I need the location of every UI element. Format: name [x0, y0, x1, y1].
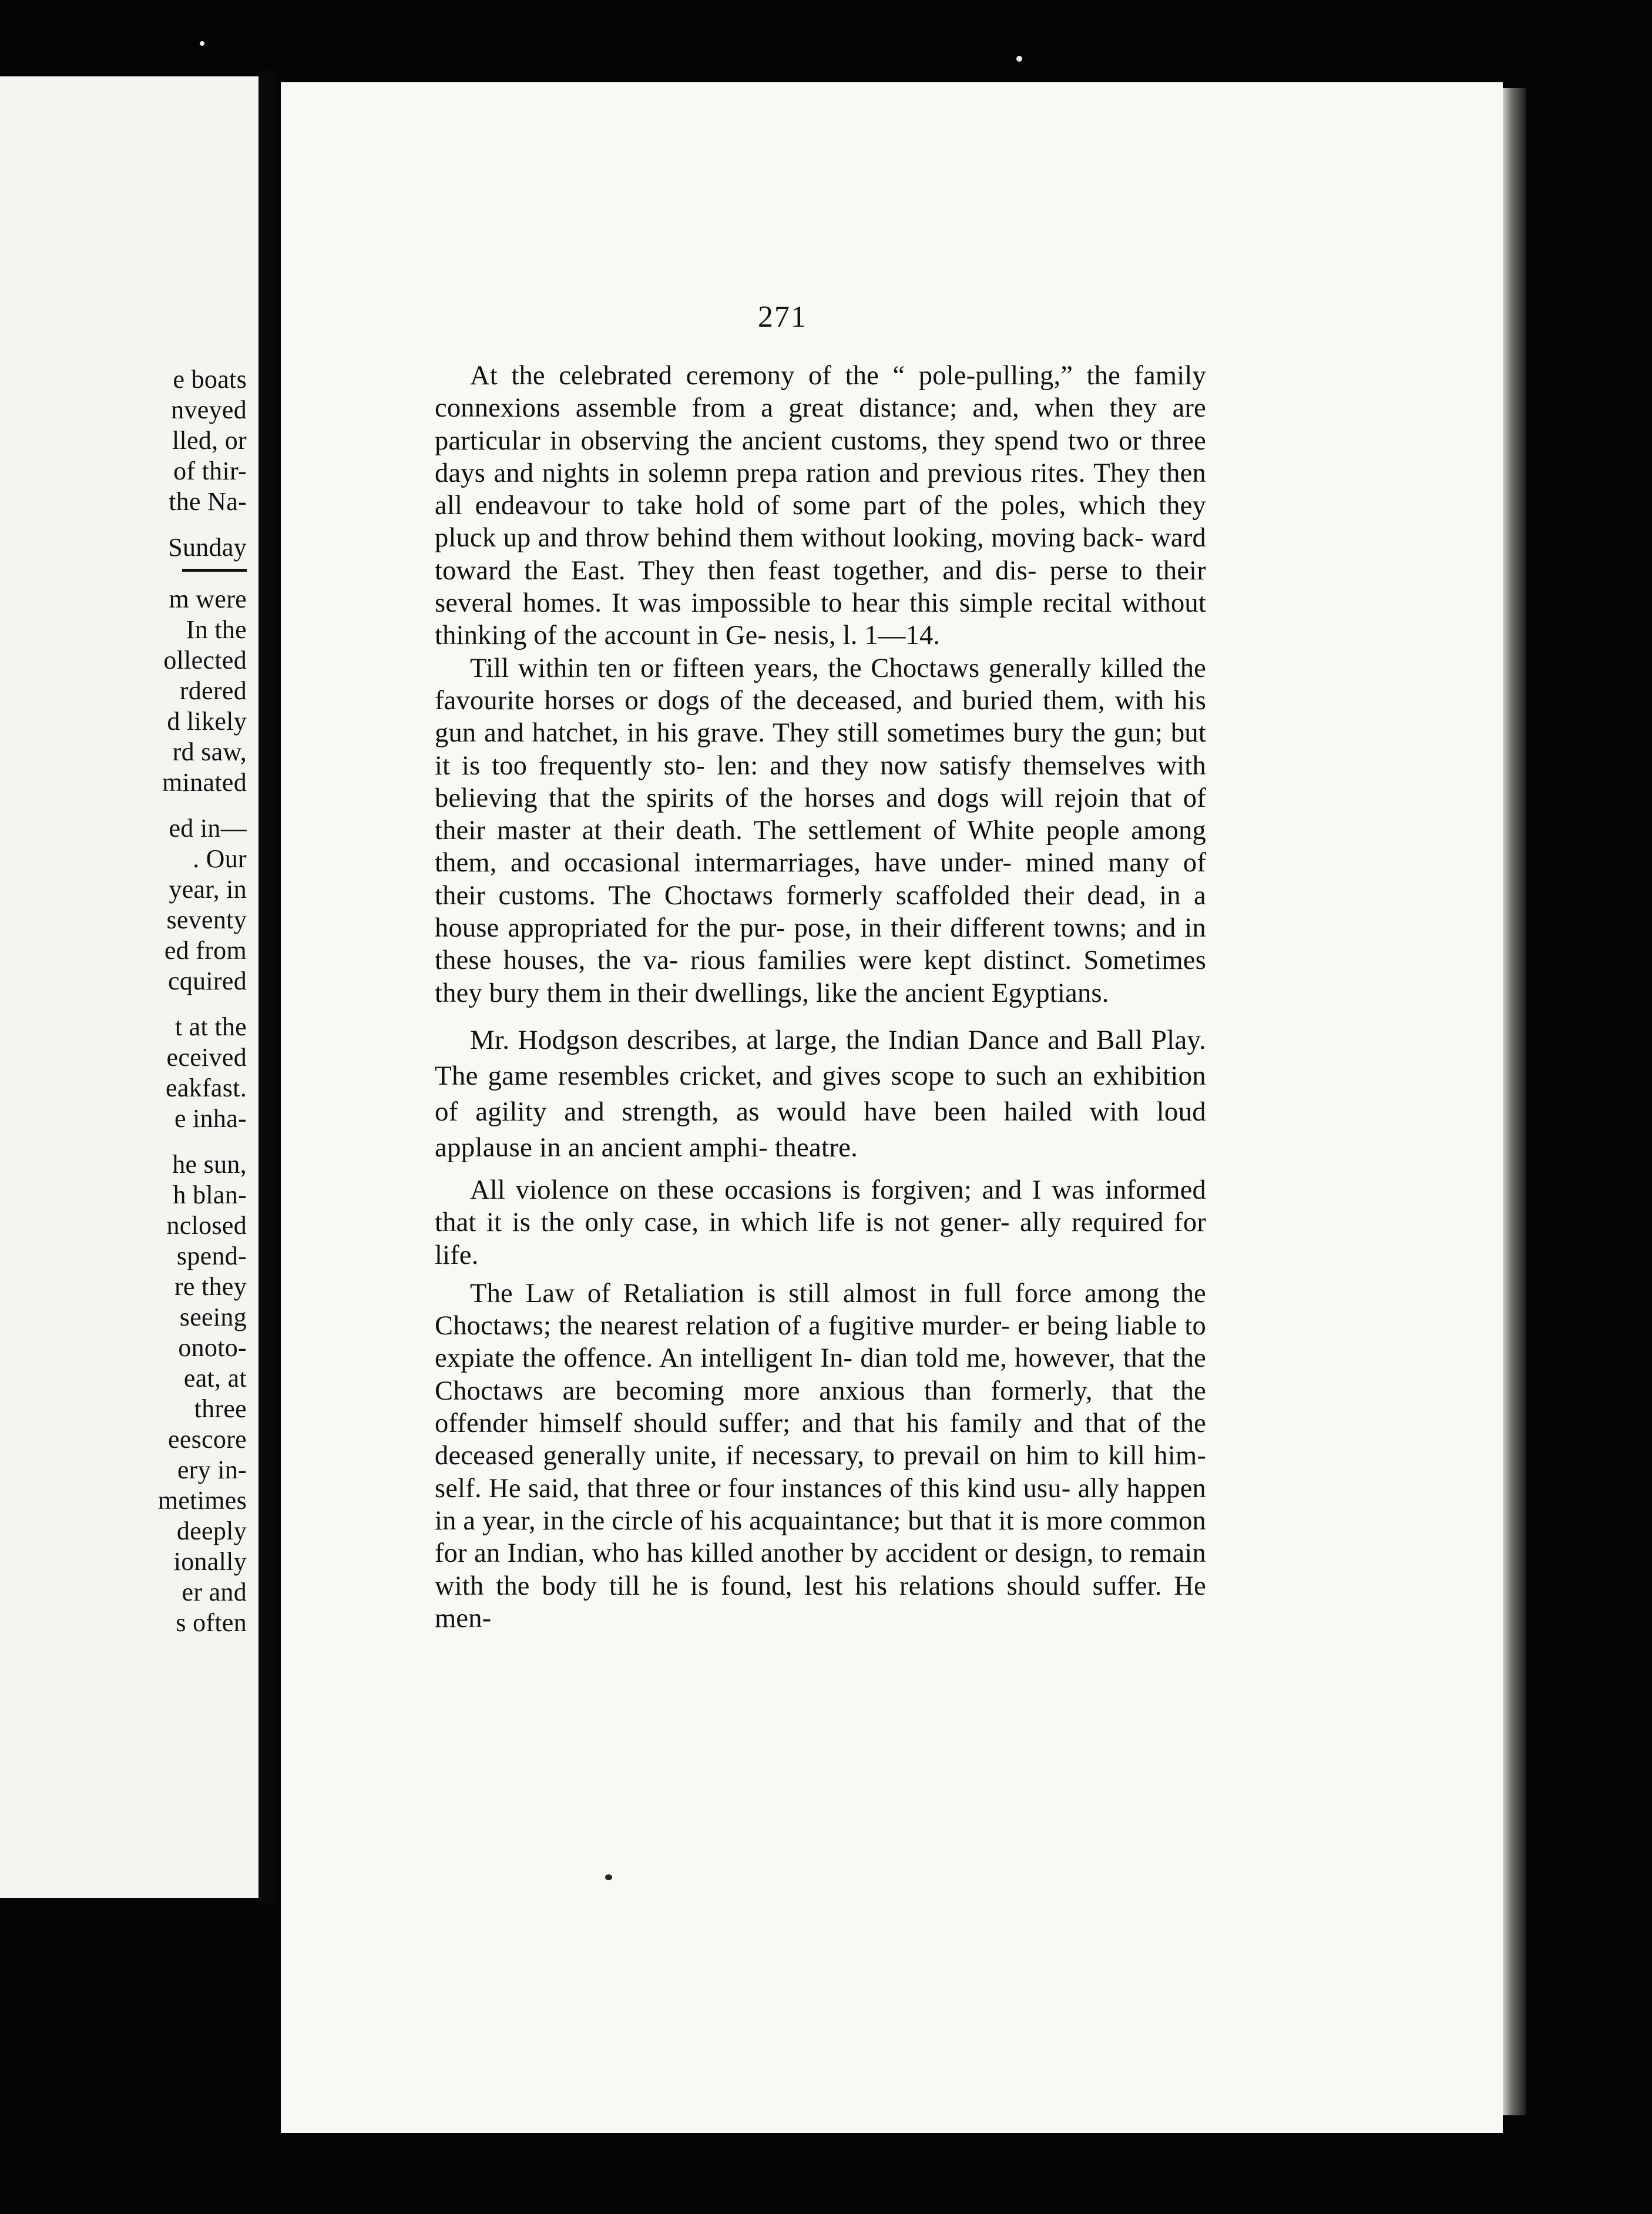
left-line: cquired: [167, 967, 247, 995]
left-line-gap: [0, 798, 247, 813]
left-facing-page: [0, 76, 258, 1898]
left-line: three: [194, 1394, 247, 1423]
left-line: eakfast.: [166, 1074, 247, 1102]
left-line: d likely: [167, 707, 247, 736]
left-line: er and: [182, 1578, 247, 1606]
left-line: re they: [174, 1272, 247, 1301]
left-line: year, in: [169, 875, 247, 904]
scan-speck: [605, 1874, 612, 1880]
left-line: eescore: [168, 1425, 247, 1454]
left-line: nclosed: [166, 1211, 247, 1240]
left-line: Sunday: [168, 533, 247, 562]
left-line: rd saw,: [172, 737, 247, 766]
left-section-rule: [0, 563, 247, 584]
left-line: In the: [186, 615, 247, 644]
left-line: e boats: [173, 365, 247, 394]
left-line: metimes: [157, 1486, 247, 1515]
left-line: ollected: [163, 646, 247, 675]
left-line: onoto-: [178, 1333, 247, 1362]
left-line: ionally: [173, 1547, 247, 1576]
body-text: [435, 360, 1206, 1635]
left-line: rdered: [179, 676, 247, 705]
left-line: e inha-: [174, 1104, 247, 1133]
paragraph-pole-pulling: At the celebrated ceremony of the “ pole-pulling,” the family connexions assemble from a great distance; and, when they are particular in observing the ancient customs, they spend two or three days and nights in solemn prepa ration and previous rites. They then all endeavour to take hold of some part of the poles, which they pluck up and throw behind them without looking, moving back- ward toward the East. They then feast together, and dis- perse to their several homes. It was impossible to hear this simple recital without thinking of the account in Ge- nesis, l. 1—14.: [435, 361, 1206, 651]
paragraph-violence-forgiven: All violence on these occasions is forgiven; and I was informed that it is the only case, in which life is not gener- ally required for life.: [435, 1175, 1206, 1270]
left-line: s often: [176, 1608, 247, 1637]
left-line-gap: [0, 997, 247, 1012]
left-line-gap: [0, 517, 247, 532]
paragraph-burial-customs: Till within ten or fifteen years, the Choctaws generally killed the favourite horses or dogs of the deceased, and buried them, with his gun and hatchet, in his grave. They still sometimes bury the gun; but it is too frequently sto- len: and they now satisfy themselves with believing that the spirits of the horses and dogs will rejoin that of their master at their death. The settlement of White people among them, and occasional intermarriages, have under- mined many of their customs. The Choctaws formerly scaffolded their dead, in a house appropriated for the pur- pose, in their different towns; and in these houses, the va- rious families were kept distinct. Sometimes they bury them in their dwellings, like the ancient Egyptians.: [435, 653, 1206, 1008]
left-line: minated: [162, 768, 247, 797]
left-line: lled, or: [172, 426, 247, 455]
left-line: spend-: [176, 1242, 247, 1270]
left-line: the Na-: [169, 487, 247, 516]
left-line: t at the: [174, 1012, 247, 1041]
left-line: ed in—: [169, 814, 247, 843]
paragraph-law-of-retaliation: The Law of Retaliation is still almost in full force among the Choctaws; the nearest relation of a fugitive murder- er being liable to expiate the offence. An intelligent In- dian told me, however, that the Choctaws are becoming more anxious than formerly, that the offender himself should suffer; and that his family and that of the deceased generally unite, if necessary, to prevail on him to kill him- self. He said, that three or four instances of this kind usu- ally happen in a year, in the circle of his acquaintance; but that it is more common for an Indian, who has killed another by accident or design, to remain with the body till he is found, lest his relations should suffer. He men-: [435, 1278, 1206, 1633]
left-line: he sun,: [172, 1150, 247, 1179]
paragraph-ball-play: Mr. Hodgson describes, at large, the Indian Dance and Ball Play. The game resembles cricket, and gives scope to such an exhibition of agility and strength, as would have been hailed with loud applause in an ancient amphi- theatre.: [435, 1024, 1206, 1163]
book-gutter: [258, 71, 276, 1904]
left-line: of thir-: [173, 457, 247, 485]
left-page-lines: [0, 364, 247, 1638]
left-line-gap: [0, 1134, 247, 1149]
left-line: deeply: [176, 1517, 247, 1545]
left-line: eat, at: [183, 1364, 247, 1393]
left-line: seeing: [179, 1303, 247, 1331]
left-line: h blan-: [173, 1180, 247, 1209]
left-line: eceived: [166, 1043, 247, 1072]
page-edge-shadow: [1503, 88, 1526, 2115]
left-line: m were: [169, 585, 247, 613]
left-line: seventy: [166, 905, 247, 934]
scan-speck: [200, 41, 204, 46]
left-line: ery in-: [177, 1455, 247, 1484]
left-line: nveyed: [171, 395, 247, 424]
scan-speck: [1016, 56, 1022, 62]
page-number: 271: [758, 300, 807, 334]
left-line: . Our: [193, 844, 247, 873]
left-line: ed from: [164, 936, 247, 965]
